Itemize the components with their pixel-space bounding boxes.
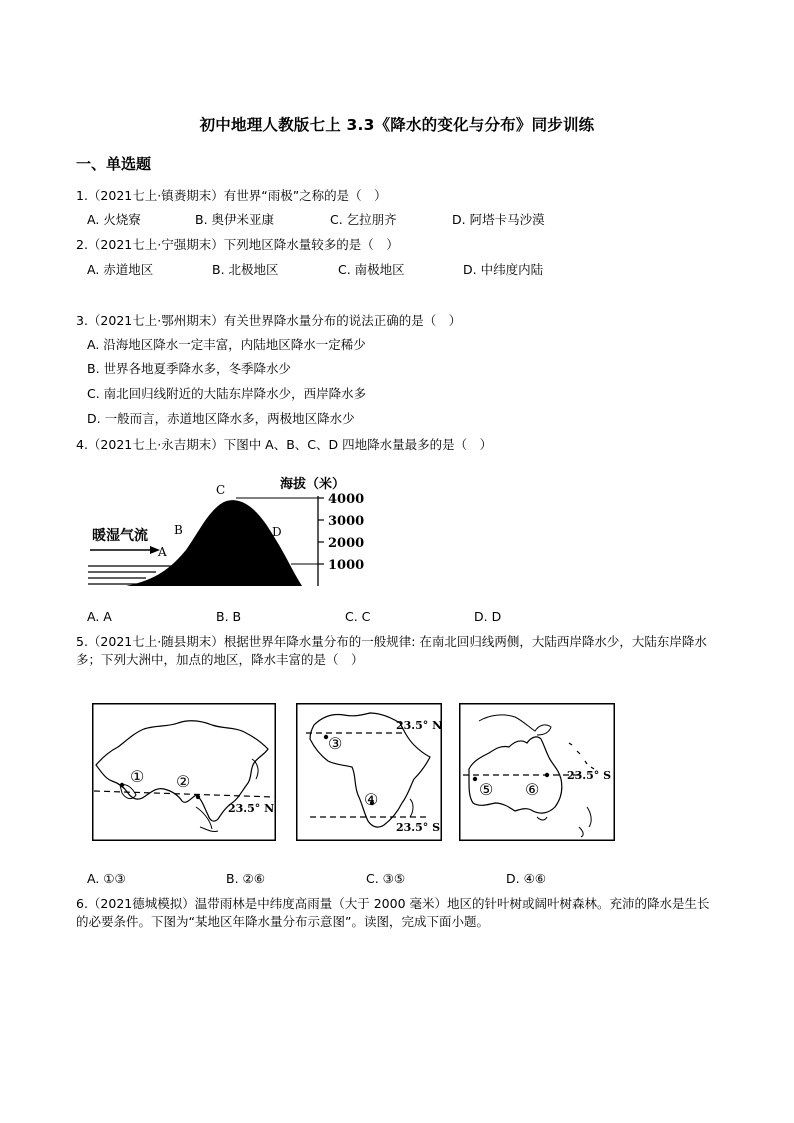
question-2-option-a[interactable]: A. 赤道地区 [87, 262, 154, 277]
marker-4: ④ [364, 790, 379, 809]
point-d-label: D [272, 525, 282, 539]
marker-1: ① [130, 767, 145, 786]
altitude-tick-2000: 2000 [328, 536, 365, 551]
question-1-option-d[interactable]: D. 阿塔卡马沙漠 [452, 212, 545, 227]
australia-latitude-label: 23.5° S [567, 769, 612, 782]
point-a-label: A [158, 545, 167, 559]
marker-2: ② [176, 772, 191, 791]
australia-map [459, 703, 615, 841]
question-3-option-c[interactable]: C. 南北回归线附近的大陆东岸降水少，西岸降水多 [87, 386, 367, 401]
asia-latitude-label: 23.5° N [228, 802, 275, 815]
altitude-tick-1000: 1000 [328, 558, 365, 573]
airflow-label: 暖湿气流 [92, 528, 148, 544]
question-6-stem: 6.（2021德城模拟）温带雨林是中纬度高雨量（大于 2000 毫米）地区的针叶树或阔叶树森林。充沛的降水是生长的必要条件。下图为“某地区年降水量分布示意图”。读图，完成下面小题。 [76, 896, 710, 929]
marker-1-dot [120, 783, 124, 787]
question-1-stem: 1.（2021七上·镇赉期末）有世界“雨极”之称的是（ ） [76, 188, 387, 203]
mountain-precipitation-diagram [86, 468, 376, 590]
question-4-option-a[interactable]: A. A [87, 609, 112, 624]
question-5-option-d[interactable]: D. ④⑥ [506, 871, 546, 886]
altitude-axis-label: 海拔（米） [280, 477, 346, 492]
question-4-stem: 4.（2021七上·永吉期末）下图中 A、B、C、D 四地降水量最多的是（ ） [76, 437, 493, 452]
question-5-option-a[interactable]: A. ①③ [87, 871, 126, 886]
question-2-option-c[interactable]: C. 南极地区 [338, 262, 405, 277]
altitude-tick-4000: 4000 [328, 492, 365, 507]
document-title: 初中地理人教版七上 3.3《降水的变化与分布》同步训练 [199, 116, 595, 134]
marker-5-dot [473, 777, 477, 781]
question-3-option-d[interactable]: D. 一般而言，赤道地区降水多，两极地区降水少 [87, 411, 355, 426]
section-heading: 一、单选题 [76, 155, 152, 173]
point-c-label: C [216, 483, 226, 497]
question-5-option-c[interactable]: C. ③⑤ [366, 871, 406, 886]
question-4-option-d[interactable]: D. D [474, 609, 502, 624]
marker-5: ⑤ [479, 780, 494, 799]
question-1-option-c[interactable]: C. 乞拉朋齐 [330, 212, 397, 227]
africa-latitude-south-label: 23.5° S [396, 821, 441, 834]
question-4-option-c[interactable]: C. C [345, 609, 371, 624]
marker-2-dot [196, 795, 200, 799]
question-5-option-b[interactable]: B. ②⑥ [226, 871, 265, 886]
altitude-tick-3000: 3000 [328, 514, 365, 529]
question-2-option-d[interactable]: D. 中纬度内陆 [463, 262, 544, 277]
question-1-option-a[interactable]: A. 火烧寮 [87, 212, 141, 227]
tropic-of-cancer-line [94, 791, 274, 797]
africa-map [296, 703, 442, 841]
marker-3: ③ [328, 734, 343, 753]
question-5-stem: 5.（2021七上·随县期末）根据世界年降水量分布的一般规律: 在南北回归线两侧，大陆西岸降水少，大陆东岸降水多；下列大洲中，加点的地区，降水丰富的是（ ） [76, 634, 707, 667]
question-3-option-a[interactable]: A. 沿海地区降水一定丰富，内陆地区降水一定稀少 [87, 337, 366, 352]
marker-6: ⑥ [525, 780, 540, 799]
asia-map [92, 703, 276, 841]
question-2-option-b[interactable]: B. 北极地区 [212, 262, 279, 277]
marker-6-dot [545, 773, 549, 777]
mountain-silhouette [126, 500, 302, 586]
question-3-option-b[interactable]: B. 世界各地夏季降水多，冬季降水少 [87, 361, 292, 376]
question-4-option-b[interactable]: B. B [216, 609, 242, 624]
question-3-stem: 3.（2021七上·鄂州期末）有关世界降水量分布的说法正确的是（ ） [76, 313, 462, 328]
africa-latitude-north-label: 23.5° N [396, 719, 442, 732]
airflow-arrow [90, 546, 160, 554]
question-2-stem: 2.（2021七上·宁强期末）下列地区降水量较多的是（ ） [76, 237, 399, 252]
question-1-option-b[interactable]: B. 奥伊米亚康 [195, 212, 275, 227]
point-b-label: B [174, 523, 183, 537]
